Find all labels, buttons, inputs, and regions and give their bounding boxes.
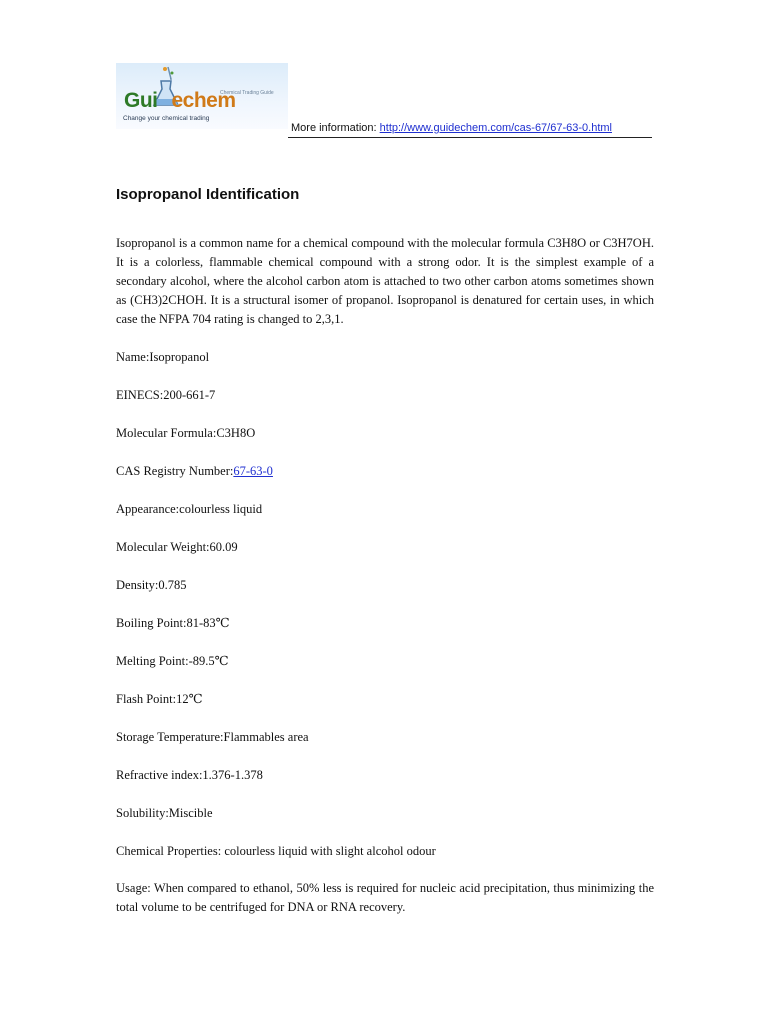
header-divider xyxy=(288,137,652,138)
property-label: EINECS: xyxy=(116,388,164,402)
property-list xyxy=(116,348,654,880)
property-value: Flammables area xyxy=(223,730,309,744)
property-label: CAS Registry Number: xyxy=(116,464,234,478)
property-value: colourless liquid xyxy=(179,502,263,516)
property-value: 0.785 xyxy=(158,578,187,592)
logo-wordmark: Gui echem xyxy=(124,89,236,112)
property-value: 60.09 xyxy=(209,540,238,554)
property-einecs xyxy=(116,386,654,424)
property-label: Molecular Weight: xyxy=(116,540,210,554)
logo-guide-text: Chemical Trading Guide xyxy=(220,90,274,96)
more-info-line xyxy=(291,122,612,134)
property-label: Solubility: xyxy=(116,806,169,820)
property-label: Flash Point: xyxy=(116,692,177,706)
property-refractive-index xyxy=(116,766,654,804)
property-solubility xyxy=(116,804,654,842)
property-value: 200-661-7 xyxy=(163,388,216,402)
property-label: Density: xyxy=(116,578,159,592)
property-molecular-formula xyxy=(116,424,654,462)
property-density xyxy=(116,576,654,614)
property-value: -89.5℃ xyxy=(188,654,229,668)
guidechem-logo xyxy=(116,63,288,129)
page-title: Isopropanol Identification xyxy=(116,186,300,203)
property-label: Storage Temperature: xyxy=(116,730,224,744)
property-label: Melting Point: xyxy=(116,654,189,668)
property-melting-point xyxy=(116,652,654,690)
property-value: colourless liquid with slight alcohol odour xyxy=(224,844,436,858)
property-value: 81-83℃ xyxy=(186,616,230,630)
property-appearance xyxy=(116,500,654,538)
usage-paragraph: Usage: When compared to ethanol, 50% less is required for nucleic acid precipitation, thus minimizing the total volume to be centrifuged for DNA or RNA recovery. xyxy=(116,881,654,914)
property-flash-point xyxy=(116,690,654,728)
property-chemical-properties xyxy=(116,842,654,880)
property-cas-number xyxy=(116,462,654,500)
property-storage-temperature xyxy=(116,728,654,766)
property-value: Miscible xyxy=(168,806,213,820)
property-value: Isopropanol xyxy=(149,350,210,364)
property-molecular-weight xyxy=(116,538,654,576)
logo-tagline: Change your chemical trading xyxy=(123,115,210,122)
more-info-link[interactable]: http://www.guidechem.com/cas-67/67-63-0.html xyxy=(379,122,612,134)
property-value: 1.376-1.378 xyxy=(202,768,263,782)
property-label: Refractive index: xyxy=(116,768,203,782)
property-label: Name: xyxy=(116,350,150,364)
property-value: C3H8O xyxy=(216,426,256,440)
more-info-label: More information: xyxy=(291,122,377,134)
property-name xyxy=(116,348,654,386)
property-value: 12℃ xyxy=(176,692,203,706)
property-label: Boiling Point: xyxy=(116,616,187,630)
property-label: Appearance: xyxy=(116,502,180,516)
cas-number-link[interactable]: 67-63-0 xyxy=(233,464,273,478)
property-label: Molecular Formula: xyxy=(116,426,217,440)
intro-paragraph: Isopropanol is a common name for a chemical compound with the molecular formula C3H8O or C3H7OH. It is a colorless, flammable chemical compound with a strong odor. It is the simplest example of a secondary alcohol, where the alcohol carbon atom is attached to two other carbon atoms sometimes shown as (CH3)2CHOH. It is a structural isomer of propanol. Isopropanol is denatured for certain uses, in which case the NFPA 704 rating is changed to 2,3,1. xyxy=(116,236,654,326)
property-label: Chemical Properties: xyxy=(116,844,225,858)
property-boiling-point xyxy=(116,614,654,652)
